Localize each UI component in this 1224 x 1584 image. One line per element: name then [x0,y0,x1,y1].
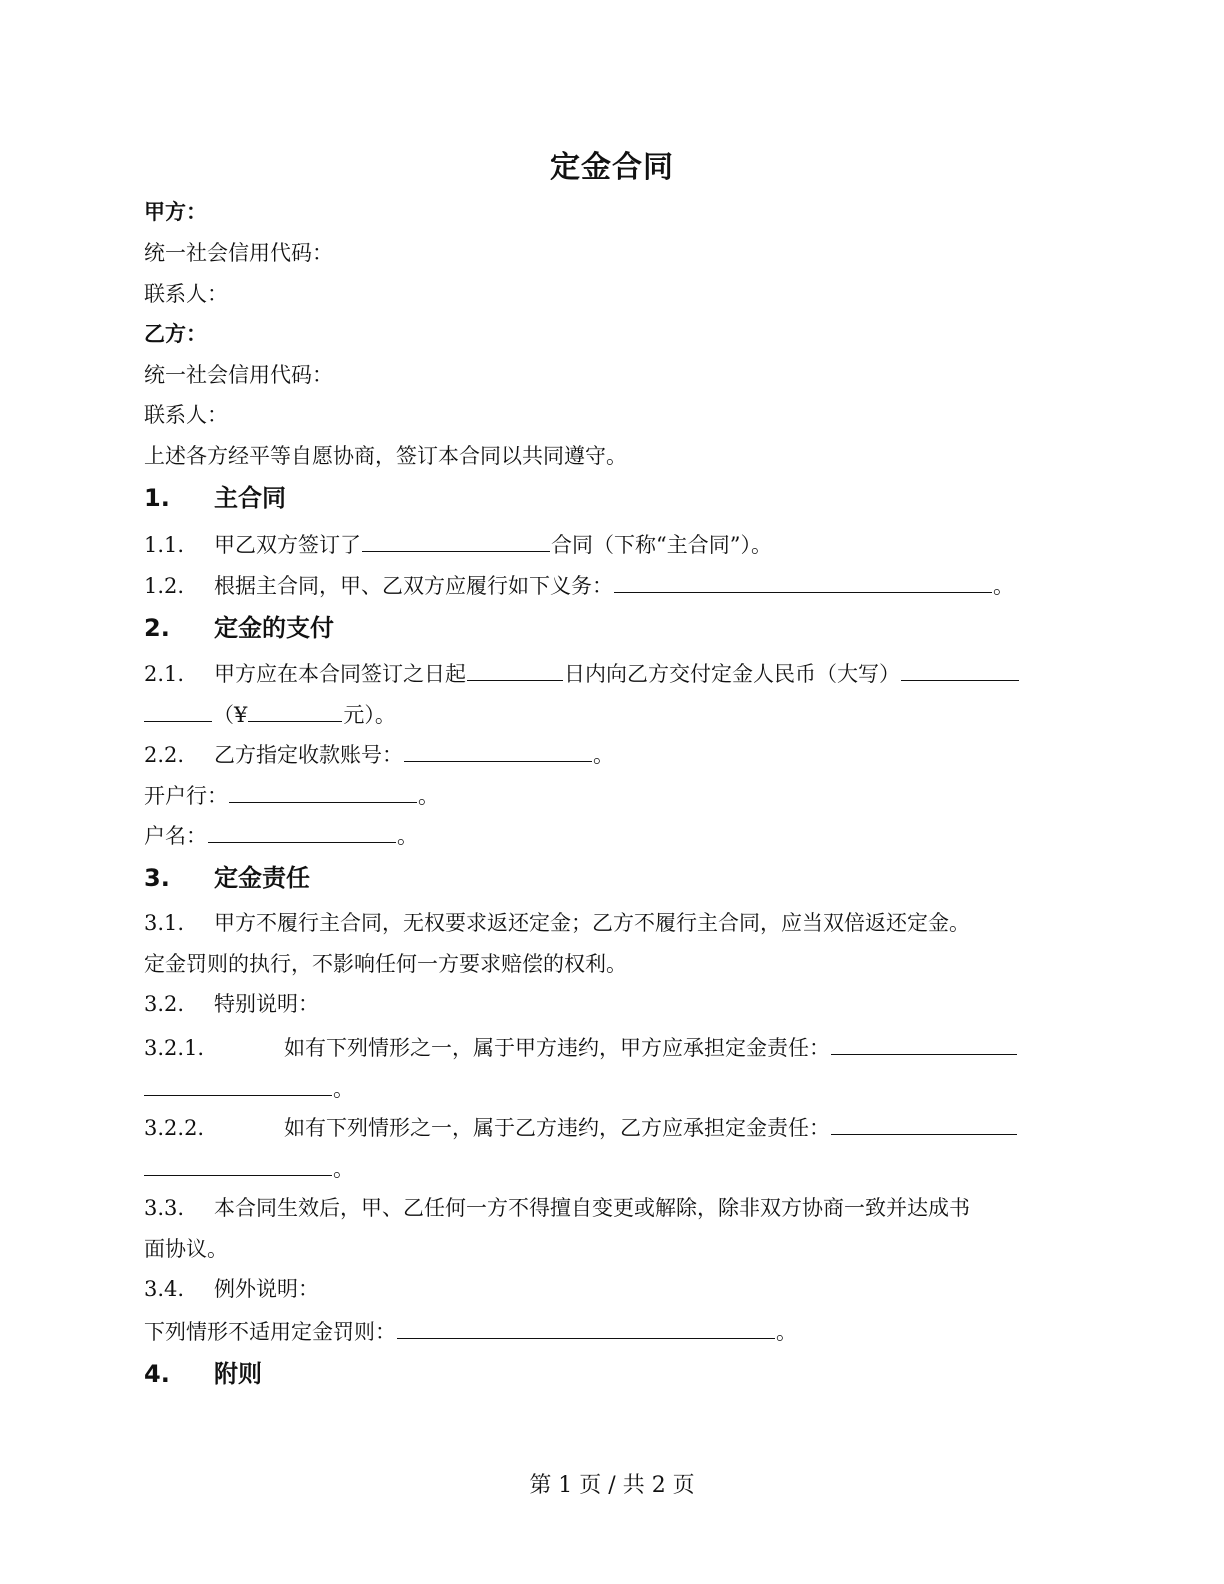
clause-number: 3.2. [144,992,185,1016]
party-a-credit-code-label: 统一社会信用代码： [144,241,333,265]
clause-text: 元）。 [343,703,396,727]
clause-text: 甲方不履行主合同，无权要求返还定金；乙方不履行主合同，应当双倍返还定金。 [214,911,970,935]
clause-text: 。 [593,743,614,767]
bank-line [144,781,439,809]
party-b-label: 乙方： [144,322,207,346]
obligations-blank[interactable] [614,571,992,593]
section-number: 1. [144,484,170,512]
clause-text: 合同（下称“主合同”）。 [551,533,772,557]
clause-3-2-1-cont [144,1074,354,1102]
party-a-contact-label: 联系人： [144,282,228,306]
section-title: 定金的支付 [214,614,334,642]
exceptions-line [144,1317,797,1345]
days-blank[interactable] [467,659,563,681]
bank-name-blank[interactable] [229,781,417,803]
main-contract-name-blank[interactable] [362,530,550,552]
party-b-breach-blank[interactable] [831,1113,1017,1135]
clause-text: 。 [333,1157,354,1181]
clause-text: 乙方指定收款账号： [214,743,403,767]
party-a-label: 甲方： [144,200,207,224]
clause-3-2-1 [144,1033,1018,1061]
clause-number: 3.2.1. [144,1036,205,1060]
party-a-breach-blank-cont[interactable] [144,1074,332,1096]
clause-number: 3.2.2. [144,1116,205,1140]
clause-number: 3.1. [144,911,185,935]
clause-3-3 [144,1194,970,1222]
clause-number: 2.1. [144,662,185,686]
clause-2-2 [144,740,614,768]
clause-number: 1.2. [144,574,185,598]
clause-3-2 [144,990,319,1018]
account-number-blank[interactable] [404,740,592,762]
amount-in-words-blank-cont[interactable] [144,700,212,722]
clause-1-2 [144,571,1014,599]
clause-text: 甲方应在本合同签订之日起 [214,662,466,686]
clause-text: 。 [418,784,439,808]
section-1-heading [144,482,286,514]
clause-text: 如有下列情形之一，属于甲方违约，甲方应承担定金责任： [284,1036,830,1060]
clause-text: 。 [993,574,1014,598]
clause-text: （¥ [213,703,248,727]
party-b-breach-blank-cont[interactable] [144,1154,332,1176]
clause-number: 2.2. [144,743,185,767]
document-title: 定金合同 [550,150,674,185]
clause-text: 根据主合同，甲、乙双方应履行如下义务： [214,574,613,598]
clause-number: 3.4. [144,1277,185,1301]
clause-text: 户名： [144,824,207,848]
section-number: 3. [144,864,170,892]
clause-3-3-cont: 面协议。 [144,1237,228,1261]
clause-text: 。 [776,1320,797,1344]
clause-text: 日内向乙方交付定金人民币（大写） [564,662,900,686]
section-number: 2. [144,614,170,642]
exceptions-blank[interactable] [397,1317,775,1339]
clause-3-1-cont: 定金罚则的执行，不影响任何一方要求赔偿的权利。 [144,952,627,976]
clause-text: 。 [397,824,418,848]
clause-3-1 [144,909,970,937]
clause-text: 例外说明： [214,1277,319,1301]
amount-in-figures-blank[interactable] [248,700,342,722]
clause-text: 。 [333,1077,354,1101]
clause-1-1 [144,530,772,558]
clause-2-1-cont [144,700,396,728]
clause-3-4 [144,1275,319,1303]
account-name-line [144,821,418,849]
clause-text: 特别说明： [214,992,319,1016]
clause-text: 开户行： [144,784,228,808]
section-title: 附则 [214,1360,262,1388]
clause-text: 如有下列情形之一，属于乙方违约，乙方应承担定金责任： [284,1116,830,1140]
clause-text: 甲乙双方签订了 [214,533,361,557]
page-number: 第 1 页 / 共 2 页 [529,1473,695,1498]
clause-number: 1.1. [144,533,185,557]
clause-3-2-2-cont [144,1154,354,1182]
clause-text: 本合同生效后，甲、乙任何一方不得擅自变更或解除，除非双方协商一致并达成书 [214,1196,970,1220]
preamble-text: 上述各方经平等自愿协商，签订本合同以共同遵守。 [144,444,627,468]
party-b-credit-code-label: 统一社会信用代码： [144,363,333,387]
section-title: 主合同 [214,484,286,512]
section-2-heading [144,612,334,644]
clause-number: 3.3. [144,1196,185,1220]
party-a-breach-blank[interactable] [831,1033,1017,1055]
clause-text: 下列情形不适用定金罚则： [144,1320,396,1344]
section-4-heading [144,1358,262,1390]
party-b-contact-label: 联系人： [144,403,228,427]
amount-in-words-blank[interactable] [901,659,1019,681]
section-title: 定金责任 [214,864,310,892]
section-number: 4. [144,1360,170,1388]
account-name-blank[interactable] [208,821,396,843]
clause-2-1 [144,659,1020,687]
section-3-heading [144,862,310,894]
clause-3-2-2 [144,1113,1018,1141]
